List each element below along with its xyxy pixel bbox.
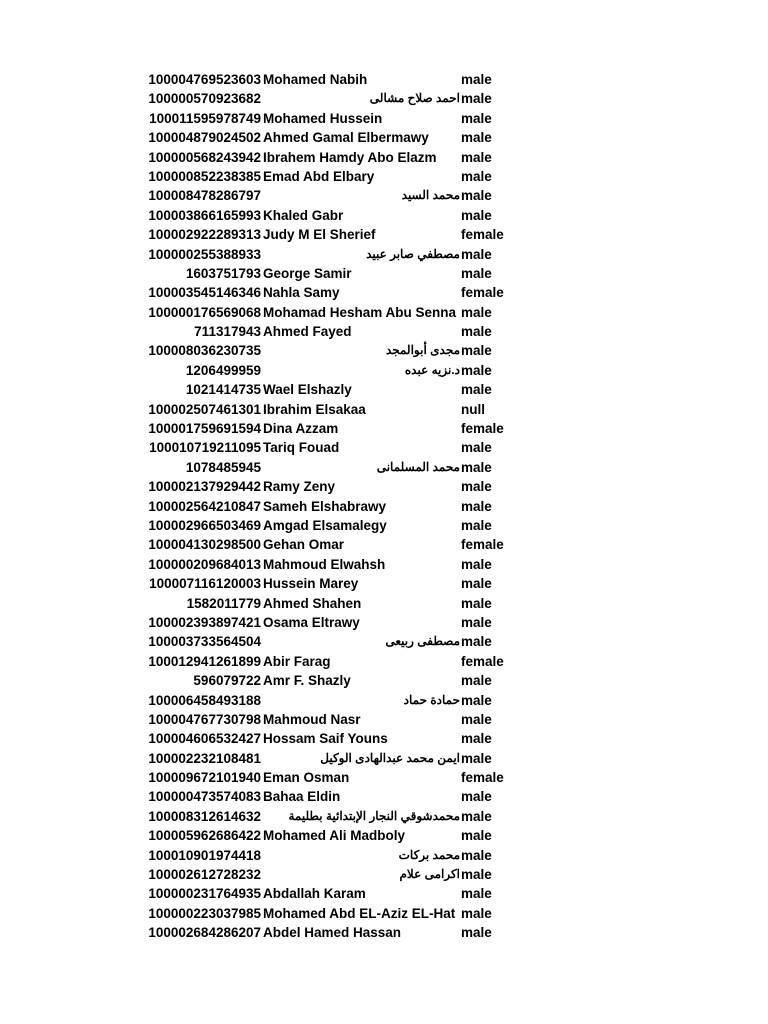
record-name: Ahmed Fayed: [263, 324, 352, 340]
record-row: [0, 341, 768, 360]
record-gender: male: [461, 304, 492, 320]
record-id: 100002612728232: [148, 867, 261, 883]
record-name: Wael Elshazly: [263, 382, 352, 398]
record-id: 100004606532427: [148, 731, 261, 747]
record-row: [0, 400, 768, 419]
record-name: Tariq Fouad: [263, 440, 340, 456]
record-name: د.نزيه عبده: [404, 362, 460, 377]
record-id: 100000209684013: [148, 556, 261, 572]
record-id: 100000570923682: [148, 91, 261, 107]
record-name: Amgad Elsamalegy: [263, 517, 387, 533]
record-gender: female: [461, 227, 504, 243]
record-row: [0, 264, 768, 283]
record-gender: male: [461, 343, 492, 359]
record-row: [0, 865, 768, 884]
record-id: 711317943: [194, 324, 261, 340]
record-id: 100010901974418: [148, 847, 261, 863]
record-id: 100004769523603: [148, 72, 261, 87]
record-gender: male: [461, 692, 492, 708]
record-name: محمد المسلمانى: [376, 459, 460, 474]
record-gender: male: [461, 459, 492, 475]
record-name: Sameh Elshabrawy: [263, 498, 387, 514]
record-gender: male: [461, 711, 492, 727]
record-id: 100002564210847: [148, 498, 261, 514]
record-gender: male: [461, 673, 492, 689]
record-id: 100000176569068: [148, 304, 261, 320]
record-row: [0, 225, 768, 244]
record-id: 100003545146346: [148, 285, 261, 301]
record-id: 100012941261899: [148, 653, 261, 669]
record-row: [0, 516, 768, 535]
record-row: [0, 477, 768, 496]
record-id: 100008312614632: [148, 808, 261, 824]
record-gender: null: [461, 401, 485, 417]
record-row: [0, 283, 768, 302]
record-id: 100006458493188: [148, 692, 261, 708]
record-gender: male: [461, 517, 492, 533]
record-id: 100004767730798: [148, 711, 261, 727]
record-id: 1078485945: [185, 459, 261, 475]
record-list: [0, 70, 768, 943]
record-row: [0, 691, 768, 710]
record-row: [0, 904, 768, 923]
record-id: 100005962686422: [148, 828, 261, 844]
record-row: [0, 574, 768, 593]
record-row: [0, 535, 768, 554]
record-name: مجدى أبوالمجد: [385, 343, 460, 358]
record-name: Mohamad Hesham Abu Senna: [263, 304, 457, 320]
record-name: محمد بركات: [398, 847, 460, 862]
record-id: 100001759691594: [148, 421, 261, 437]
record-row: [0, 167, 768, 186]
record-row: [0, 555, 768, 574]
record-id: 100004879024502: [148, 130, 261, 146]
record-gender: male: [461, 440, 492, 456]
record-gender: male: [461, 905, 492, 921]
record-name: Hussein Marey: [263, 576, 359, 592]
record-gender: female: [461, 421, 504, 437]
record-id: 100008036230735: [148, 343, 261, 359]
record-gender: male: [461, 168, 492, 184]
record-id: 100000852238385: [148, 168, 261, 184]
record-gender: male: [461, 750, 492, 766]
record-id: 100007116120003: [149, 576, 261, 592]
record-row: [0, 245, 768, 264]
record-row: [0, 594, 768, 613]
record-name: حمادة حماد: [403, 692, 460, 707]
record-id: 100000223037985: [148, 905, 261, 921]
record-name: Amr F. Shazly: [263, 673, 351, 689]
record-gender: female: [461, 285, 504, 301]
record-row: [0, 652, 768, 671]
record-gender: male: [461, 789, 492, 805]
record-name: Bahaa Eldin: [263, 789, 341, 805]
record-gender: male: [461, 828, 492, 844]
record-gender: male: [461, 72, 492, 87]
record-id: 100000568243942: [148, 149, 261, 165]
record-name: محمدشوقي النجار الإبتدائية بطليمة: [288, 808, 460, 823]
record-row: [0, 128, 768, 147]
record-name: Osama Eltrawy: [263, 614, 360, 630]
record-name: Dina Azzam: [263, 421, 339, 437]
record-name: Ibrahem Hamdy Abo Elazm: [263, 149, 437, 165]
record-name: محمد السيد: [401, 188, 460, 203]
record-row: [0, 380, 768, 399]
record-row: [0, 632, 768, 651]
record-row: [0, 361, 768, 380]
record-row: [0, 497, 768, 516]
record-name: Judy M El Sherief: [263, 227, 376, 243]
record-row: [0, 70, 768, 89]
record-id: 100002966503469: [148, 517, 261, 533]
record-gender: male: [461, 498, 492, 514]
record-row: [0, 89, 768, 108]
record-gender: female: [461, 537, 504, 553]
record-row: [0, 419, 768, 438]
record-row: [0, 303, 768, 322]
record-name: Ahmed Shahen: [263, 595, 362, 611]
record-row: [0, 787, 768, 806]
record-name: Ibrahim Elsakaa: [263, 401, 366, 417]
record-id: 1021414735: [185, 382, 261, 398]
record-gender: male: [461, 847, 492, 863]
record-gender: male: [461, 925, 492, 941]
record-id: 100003733564504: [148, 634, 261, 650]
record-row: [0, 846, 768, 865]
record-id: 100000231764935: [148, 886, 261, 902]
record-gender: male: [461, 808, 492, 824]
record-gender: male: [461, 207, 492, 223]
record-id: 100011595978749: [149, 110, 261, 126]
record-id: 100000255388933: [148, 246, 261, 262]
record-name: Gehan Omar: [263, 537, 345, 553]
record-gender: male: [461, 265, 492, 281]
record-gender: male: [461, 614, 492, 630]
record-row: [0, 322, 768, 341]
record-name: Nahla Samy: [263, 285, 340, 301]
record-gender: male: [461, 576, 492, 592]
record-name: Hossam Saif Youns: [263, 731, 388, 747]
record-gender: male: [461, 149, 492, 165]
record-name: Mahmoud Elwahsh: [263, 556, 386, 572]
record-name: مصطفي صابر عبيد: [366, 246, 460, 261]
record-name: Ahmed Gamal Elbermawy: [263, 130, 429, 146]
record-id: 100002393897421: [148, 614, 261, 630]
record-row: [0, 109, 768, 128]
record-row: [0, 671, 768, 690]
record-id: 100010719211095: [149, 440, 261, 456]
record-row: [0, 826, 768, 845]
record-row: [0, 458, 768, 477]
record-name: Eman Osman: [263, 770, 350, 786]
record-gender: male: [461, 595, 492, 611]
record-gender: male: [461, 362, 492, 378]
record-name: George Samir: [263, 265, 352, 281]
record-name: Emad Abd Elbary: [263, 168, 375, 184]
record-gender: male: [461, 382, 492, 398]
record-id: 1582011779: [186, 595, 261, 611]
record-id: 100003866165993: [148, 207, 261, 223]
record-name: Khaled Gabr: [263, 207, 344, 223]
record-name: احمد صلاح مشالى: [369, 91, 460, 106]
record-gender: male: [461, 324, 492, 340]
record-id: 100000473574083: [148, 789, 261, 805]
record-row: [0, 186, 768, 205]
record-name: Mahmoud Nasr: [263, 711, 361, 727]
record-row: [0, 768, 768, 787]
record-gender: male: [461, 110, 492, 126]
record-gender: male: [461, 556, 492, 572]
record-gender: male: [461, 188, 492, 204]
record-name: Ramy Zeny: [263, 479, 336, 495]
record-name: ايمن محمد عبدالهادى الوكيل: [320, 750, 460, 765]
record-row: [0, 206, 768, 225]
record-row: [0, 710, 768, 729]
record-row: [0, 884, 768, 903]
record-gender: male: [461, 246, 492, 262]
record-id: 596079722: [193, 673, 261, 689]
record-name: Mohamed Hussein: [263, 110, 383, 126]
record-row: [0, 613, 768, 632]
record-row: [0, 148, 768, 167]
record-gender: male: [461, 731, 492, 747]
record-id: 1206499959: [185, 362, 261, 378]
record-id: 100009672101940: [148, 770, 261, 786]
record-name: Mohamed Ali Madboly: [263, 828, 406, 844]
record-row: [0, 923, 768, 942]
record-id: 100002507461301: [148, 401, 261, 417]
record-gender: male: [461, 130, 492, 146]
record-gender: male: [461, 867, 492, 883]
record-gender: male: [461, 886, 492, 902]
record-id: 100002137929442: [148, 479, 261, 495]
record-name: Abdallah Karam: [263, 886, 366, 902]
record-name: Abdel Hamed Hassan: [263, 925, 402, 941]
record-row: [0, 749, 768, 768]
record-name: اكرامى علام: [399, 867, 460, 882]
record-gender: male: [461, 479, 492, 495]
record-name: Mohamed Abd EL-Aziz EL-Hat: [263, 905, 456, 921]
record-row: [0, 729, 768, 748]
record-name: Abir Farag: [263, 653, 331, 669]
record-row: [0, 438, 768, 457]
record-name: Mohamed Nabih: [263, 72, 368, 87]
record-id: 100004130298500: [148, 537, 261, 553]
record-gender: female: [461, 653, 504, 669]
record-id: 100002232108481: [148, 750, 261, 766]
record-gender: male: [461, 91, 492, 107]
record-id: 1603751793: [185, 265, 261, 281]
record-id: 100008478286797: [148, 188, 261, 204]
record-gender: male: [461, 634, 492, 650]
record-id: 100002922289313: [148, 227, 261, 243]
record-id: 100002684286207: [148, 925, 261, 941]
record-gender: female: [461, 770, 504, 786]
record-name: مصطفى ربيعى: [385, 634, 460, 649]
record-row: [0, 807, 768, 826]
